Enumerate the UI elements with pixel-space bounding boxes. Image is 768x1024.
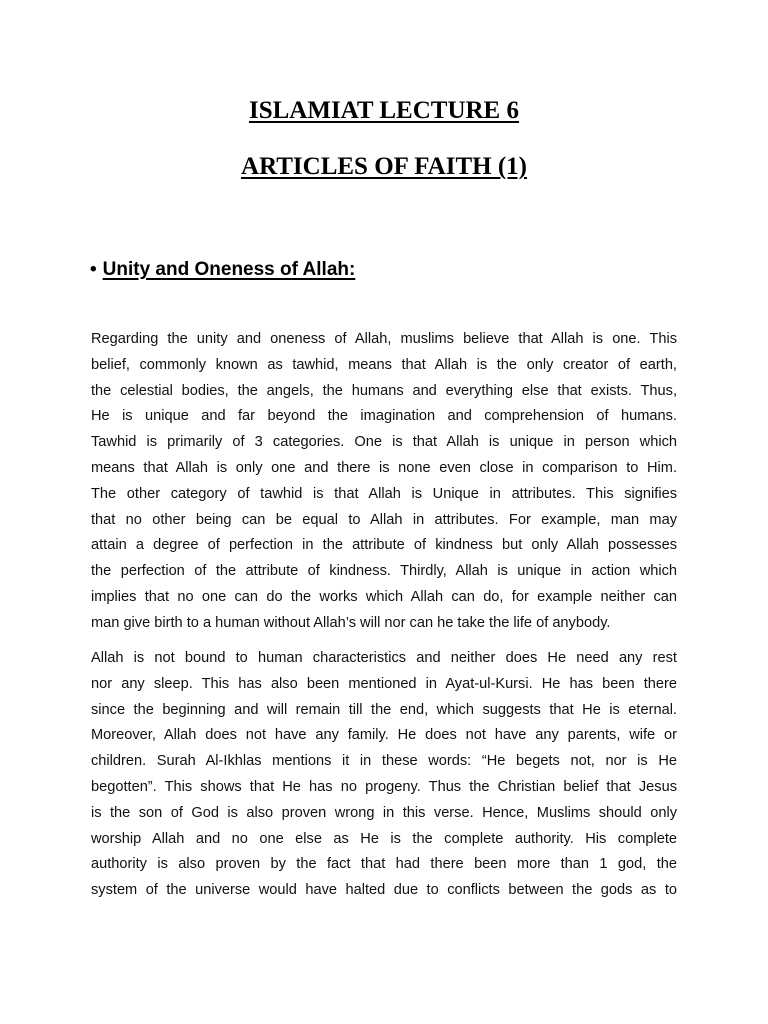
paragraph-line: the perfection of the attribute of kindness. Thirdly, Allah is unique in action which	[91, 563, 677, 580]
paragraph-line: is the son of God is also proven wrong in this verse. Hence, Muslims should only	[91, 804, 677, 821]
paragraph-line: that no other being can be equal to Allah in attributes. For example, man may	[91, 511, 677, 528]
paragraph-line: attain a degree of perfection in the attribute of kindness but only Allah possesses	[91, 537, 677, 554]
section-heading	[90, 256, 355, 284]
paragraph-line: children. Surah Al-Ikhlas mentions it in these words: “He begets not, nor is He	[91, 753, 677, 770]
paragraph-line: worship Allah and no one else as He is the complete authority. His complete	[91, 830, 677, 847]
bullet-icon: •	[90, 259, 97, 280]
paragraph-line: Tawhid is primarily of 3 categories. One is that Allah is unique in person which	[91, 434, 677, 451]
paragraph-line: belief, commonly known as tawhid, means that Allah is the only creator of earth,	[91, 356, 677, 373]
document-subtitle: ARTICLES OF FAITH (1)	[241, 153, 527, 180]
paragraph-line: the celestial bodies, the angels, the humans and everything else that exists. Thus,	[91, 382, 677, 399]
paragraph-line: Regarding the unity and oneness of Allah, muslims believe that Allah is one. This	[91, 331, 677, 347]
section-heading-text: Unity and Oneness of Allah:	[102, 259, 356, 280]
paragraph-2	[91, 646, 677, 904]
paragraph-line: He is unique and far beyond the imagination and comprehension of humans.	[91, 408, 677, 425]
paragraph-line: The other category of tawhid is that Allah is Unique in attributes. This signifies	[91, 485, 677, 502]
paragraph-line: implies that no one can do the works which Allah can do, for example neither can	[91, 588, 677, 605]
paragraph-line: system of the universe would have halted due to conflicts between the gods as to	[91, 882, 677, 899]
paragraph-line: Moreover, Allah does not have any family. He does not have any parents, wife or	[91, 727, 677, 744]
paragraph-line: Allah is not bound to human characteristics and neither does He need any rest	[91, 650, 677, 666]
paragraph-line: since the beginning and will remain till the end, which suggests that He is eternal.	[91, 701, 677, 718]
paragraph-line: nor any sleep. This has also been mentioned in Ayat-ul-Kursi. He has been there	[91, 675, 677, 692]
paragraph-line: begotten”. This shows that He has no progeny. Thus the Christian belief that Jesus	[91, 778, 677, 795]
paragraph-line: man give birth to a human without Allah’s will nor can he take the life of anybody.	[91, 614, 611, 631]
paragraph-line: means that Allah is only one and there is none even close in comparison to Him.	[91, 459, 677, 476]
paragraph-1	[91, 327, 677, 637]
document-title: ISLAMIAT LECTURE 6	[249, 97, 519, 124]
paragraph-line: authority is also proven by the fact that had there been more than 1 god, the	[91, 856, 677, 873]
